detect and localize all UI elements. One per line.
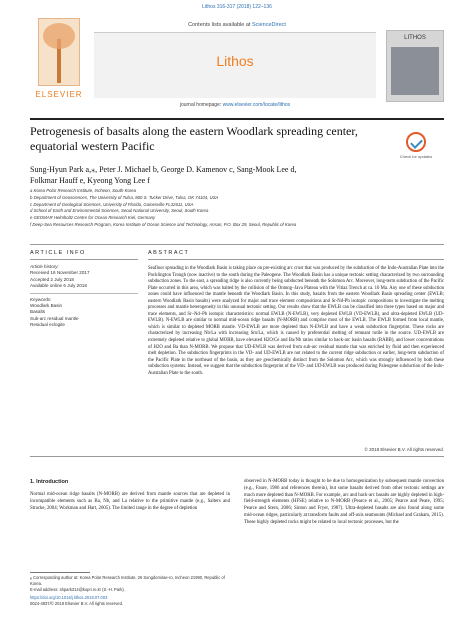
affiliation-item: e GEOMAR Helmholtz Centre for Ocean Research Kiel, Germany — [30, 215, 156, 221]
affiliation-divider — [30, 244, 444, 245]
journal-header — [30, 16, 444, 116]
doi-link[interactable]: https://doi.org/10.1016/j.lithos.2018.07.003 — [30, 595, 108, 601]
homepage-link[interactable]: www.elsevier.com/locate/lithos — [222, 102, 291, 108]
affiliation-item: d School of Earth and Environmental Sciences, Seoul National University, Seoul, South Korea — [30, 208, 209, 214]
issn-line: 0024-4937/© 2018 Elsevier B.V. All rights reserved. — [30, 601, 123, 607]
info-divider — [30, 259, 138, 260]
article-info — [30, 264, 138, 329]
keyword-item: Woodlark Basin — [30, 303, 63, 309]
affiliation-item: b Department of Geosciences, The University of Tulsa, 800 S. Tucker Drive, Tulsa, OK 74104, USA — [30, 194, 219, 200]
keyword-item: Basalts — [30, 309, 46, 315]
footnote-divider — [30, 572, 90, 573]
author-list — [30, 164, 444, 186]
header-divider — [30, 118, 444, 120]
homepage-label: journal homepage: — [179, 102, 222, 108]
journal-homepage — [94, 102, 376, 108]
footnotes — [30, 575, 230, 607]
elsevier-logo[interactable] — [30, 16, 88, 108]
journal-banner — [94, 32, 376, 98]
introduction-heading: 1. Introduction — [30, 479, 69, 485]
abstract-copyright: © 2018 Elsevier B.V. All rights reserved. — [364, 447, 444, 452]
journal-cover[interactable] — [386, 30, 444, 102]
journal-citation: Lithos 316-317 (2018) 122–136 — [202, 4, 272, 10]
cover-image — [391, 47, 439, 95]
elsevier-tree-icon — [38, 18, 80, 86]
article-info-heading: ARTICLE INFO — [30, 250, 86, 256]
cover-title: LITHOS — [404, 35, 426, 41]
article-title: Petrogenesis of basalts along the eastern Woodlark spreading center, equatorial western Pacific — [30, 124, 358, 153]
intro-column-right: observed in N-MORB today is thought to be due to homogenization by subsequent mantle convection (e.g., Faure, 1986 and references therein), but some basalts derived from other tectonic settings are much more depleted than N-MORB. For example, arc and back-arc basalts are highly depleted in high-field-strength elements (HFSE) relative to N-MORB (Pearce et al., 2005; Pearce and Peate, 1995; Pearce and Stern, 2006; Sinton and Fryer, 1987). Ultra-depleted basalts are also found along some mid-ocean ridges, particularly at transform faults and off-axis seamounts (Michael and Graham, 2015). These highly depleted rocks might be related to local tectonic processes, but the — [244, 479, 445, 525]
online-date: Available online 6 July 2018 — [30, 283, 87, 289]
corresponding-author-note: ⁎ Corresponding author at: Korea Polar Research Institute, 26 Songdomirae-ro, Incheon 21990, Republic of Korea. — [30, 575, 225, 586]
affiliations — [30, 188, 444, 229]
affiliation-item: c Department of Geological Sciences, University of Florida, Gainesville FL32611, USA — [30, 201, 194, 207]
email-note[interactable]: E-mail address: shpark314@kopri.re.kr (S.-H. Park). — [30, 586, 125, 592]
contents-prefix: Contents lists available at — [188, 22, 251, 28]
affiliation-item: a Korea Polar Research Institute, Incheon, South Korea — [30, 188, 137, 193]
keywords-label: Keywords: — [30, 296, 52, 302]
contents-availability — [30, 22, 444, 28]
check-updates-button[interactable] — [394, 132, 438, 159]
abstract-heading: ABSTRACT — [148, 250, 190, 256]
sciencedirect-link[interactable]: ScienceDirect — [251, 22, 286, 28]
abstract-bottom-divider — [30, 456, 444, 457]
abstract-divider — [148, 259, 444, 260]
journal-name[interactable]: Lithos — [216, 53, 254, 69]
keywords-divider — [30, 293, 138, 294]
history-label: Article history: — [30, 264, 59, 269]
keyword-item: Sub-arc residual mantle — [30, 315, 79, 321]
publisher-logo-text: ELSEVIER — [35, 90, 83, 99]
keyword-item: Residual eclogite — [30, 322, 65, 328]
check-updates-label: Check for updates — [399, 154, 433, 159]
affiliation-item: f Deep-Sea Resources Research Program, Korea Institute of Ocean Science and Technology, Ansan, P.O. Box 29, Seoul, Republic of Korea — [30, 221, 297, 227]
received-date: Received 16 November 2017 — [30, 270, 90, 276]
authors-line[interactable]: Sung-Hyun Park a,⁎, Peter J. Michael b, George D. Kamenov c, Sang-Mook Lee d, — [30, 165, 297, 174]
check-updates-icon — [406, 132, 426, 152]
accepted-date: Accepted 2 July 2018 — [30, 276, 74, 282]
abstract-text: Seafloor spreading in the Woodlark Basin is taking place on pre-existing arc crust that was produced by the subduction of the Indo-Australian Plate into the Pocklington Trough (now inactive) to the south during the Paleogene. The Woodlark Basin has a unique tectonic setting characterized by two surrounding subduction zones. To the east, a spreading ridge is also currently being subducted beneath the Solomon Arc. Moreover, long-term subduction of the Pacific Plate occurred in this area, which was halted by the collision of the Ontong–Java Plateau with the Vitiaz Trench at ca. 10 Ma. Any one of these subduction zones could have influenced the mantle beneath the Woodlark Basin. In this study, basalts from the eastern Woodlark Basin spreading center (EWLB; eastern Woodlark Basin basalts) were analyzed for major and trace element compositions and Sr-Nd-Pb isotopic compositions to investigate the melting processes and mantle heterogeneity in this unusual tectonic setting. Our results show that the EWLB can be classified into three types based on major and trace elements, and Sr–Nd–Pb isotopic characteristics: normal EWLB (N-EWLB), very depleted EWLB (VD-EWLB), and ultra-depleted EWLB (UD-EWLB). N-EWLB are similar to normal mid-ocean ridge basalts (N-MORB) and comprise most of the EWLB. The EWLB formed from local mantle, which is similar to depleted MORB mantle. VD-EWLB are more depleted than N-EWLB and have a weak subduction fingerprint. These rocks are characterized by increasing Nb/La with increasing Sm/La, which is caused by preferential melting of remnant rutile in the source. UD-EWLB are extremely depleted relative to global MORB, have elevated H2O/Ce and Ba/Nb ratios similar to back-arc basin basalts (BABB), and lower concentrations of H2O and Ba than N-MORB. We propose that UD-EWLB was derived from sub-arc residual mantle that was enriched by fluid and then experienced melt depletion. The subduction fingerprints in the VD- and UD-EWLB are not related to the current ridge subduction or earlier, long-term subduction of the Pacific Plate in the northeast of the basin, as they are geochemically distinct from the Solomon Arc, which was strongly influenced by both these subduction systems. Instead, we suggest that the subduction fingerprint of the VD- and UD-EWLB was produced during Paleogene subduction of the Indo-Australian Plate to the south. — [148, 266, 444, 376]
authors-line[interactable]: Folkmar Hauff e, Kyeong Yong Lee f — [30, 176, 150, 185]
intro-column-left: Normal mid-ocean ridge basalts (N-MORB) are derived from mantle sources that are depleted in incompatible elements such as Ba, Nb, and La relative to the primitive mantle (e.g., Salters and Stracke, 2004; Workman and Hart, 2005). The limited range in the degree of depletion — [30, 492, 230, 511]
